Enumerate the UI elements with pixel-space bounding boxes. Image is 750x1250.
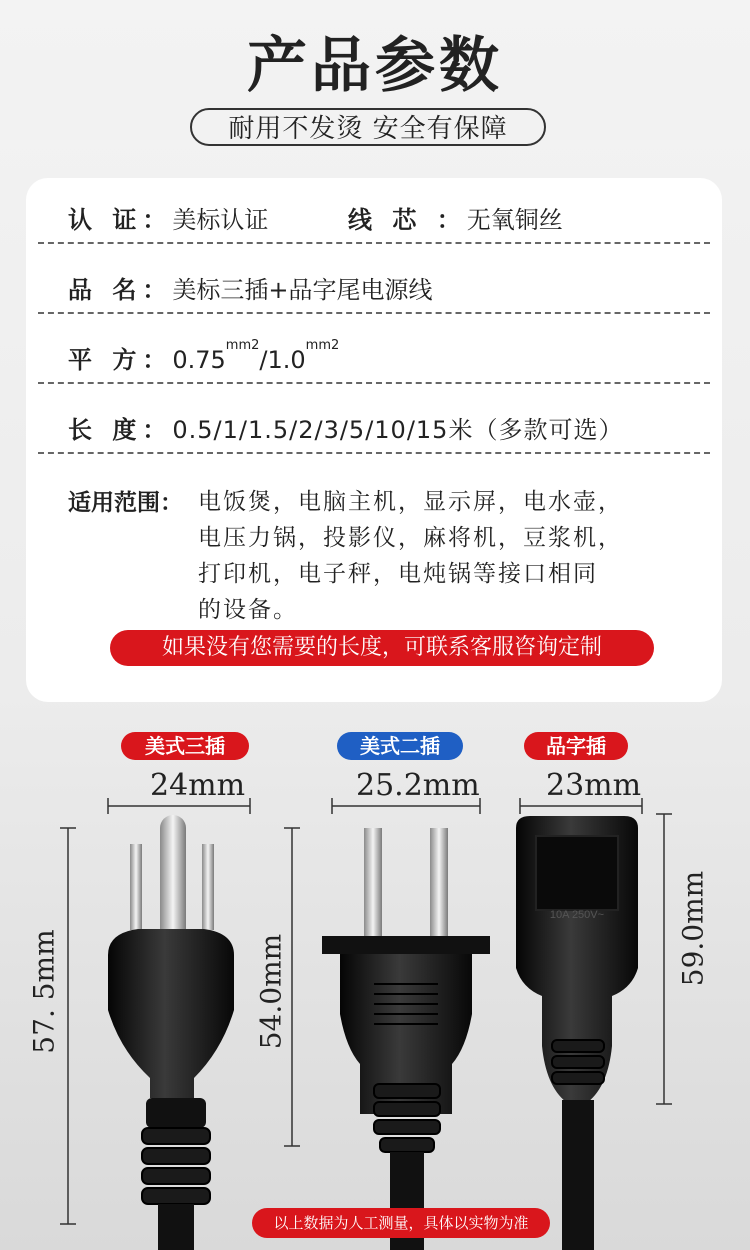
scope-label: 适用范围：: [68, 490, 183, 516]
core-label: 线 芯 ：: [348, 206, 467, 234]
plug-width-label-us3: 24mm: [150, 768, 246, 803]
area-separator: /: [259, 346, 268, 374]
plug-height-label-us3: 57. 5mm: [27, 929, 61, 1054]
area-value-1: 0.75: [172, 346, 226, 374]
core-value: 无氧铜丝: [466, 206, 563, 234]
plug-height-label-c13: 59.0mm: [676, 870, 710, 987]
page-subtitle: 耐用不发烫 安全有保障: [190, 108, 546, 146]
page-title: 产品参数: [247, 31, 503, 101]
us-two-prong-plug: [322, 828, 490, 1250]
c13-rating-text: 10A 250V~: [549, 909, 605, 921]
custom-length-banner: 如果没有您需要的长度，可联系客服咨询定制: [110, 630, 654, 666]
area-label: 平 方：: [68, 346, 173, 374]
name-value: 美标三插+品字尾电源线: [172, 276, 433, 304]
plug-type-pill-us2: 美式二插: [337, 732, 463, 760]
plug-width-label-c13: 23mm: [546, 768, 642, 803]
length-value: 0.5/1/1.5/2/3/5/10/15米（多款可选）: [172, 416, 624, 444]
us-three-prong-plug: [108, 815, 234, 1250]
c13-connector: [516, 816, 638, 1250]
plug-height-label-us2: 54.0mm: [254, 933, 288, 1050]
scope-line: 的设备。: [198, 597, 298, 623]
length-label: 长 度：: [68, 416, 173, 444]
area-unit-2: mm2: [305, 338, 340, 353]
measurement-note: 以上数据为人工测量，具体以实物为准: [252, 1208, 550, 1238]
scope-line: 电压力锅，投影仪，麻将机，豆浆机，: [198, 525, 623, 551]
area-unit-1: mm2: [225, 338, 260, 353]
scope-line: 电饭煲，电脑主机，显示屏，电水壶，: [198, 489, 623, 515]
scope-line: 打印机，电子秤，电炖锅等接口相同: [198, 561, 598, 587]
plug-type-pill-c13: 品字插: [524, 732, 628, 760]
name-label: 品 名：: [68, 276, 173, 304]
plug-width-label-us2: 25.2mm: [356, 768, 480, 803]
plug-type-pill-us3: 美式三插: [121, 732, 249, 760]
area-value-2: 1.0: [267, 346, 306, 374]
cert-value: 美标认证: [172, 206, 269, 234]
cert-label: 认 证：: [68, 206, 173, 234]
